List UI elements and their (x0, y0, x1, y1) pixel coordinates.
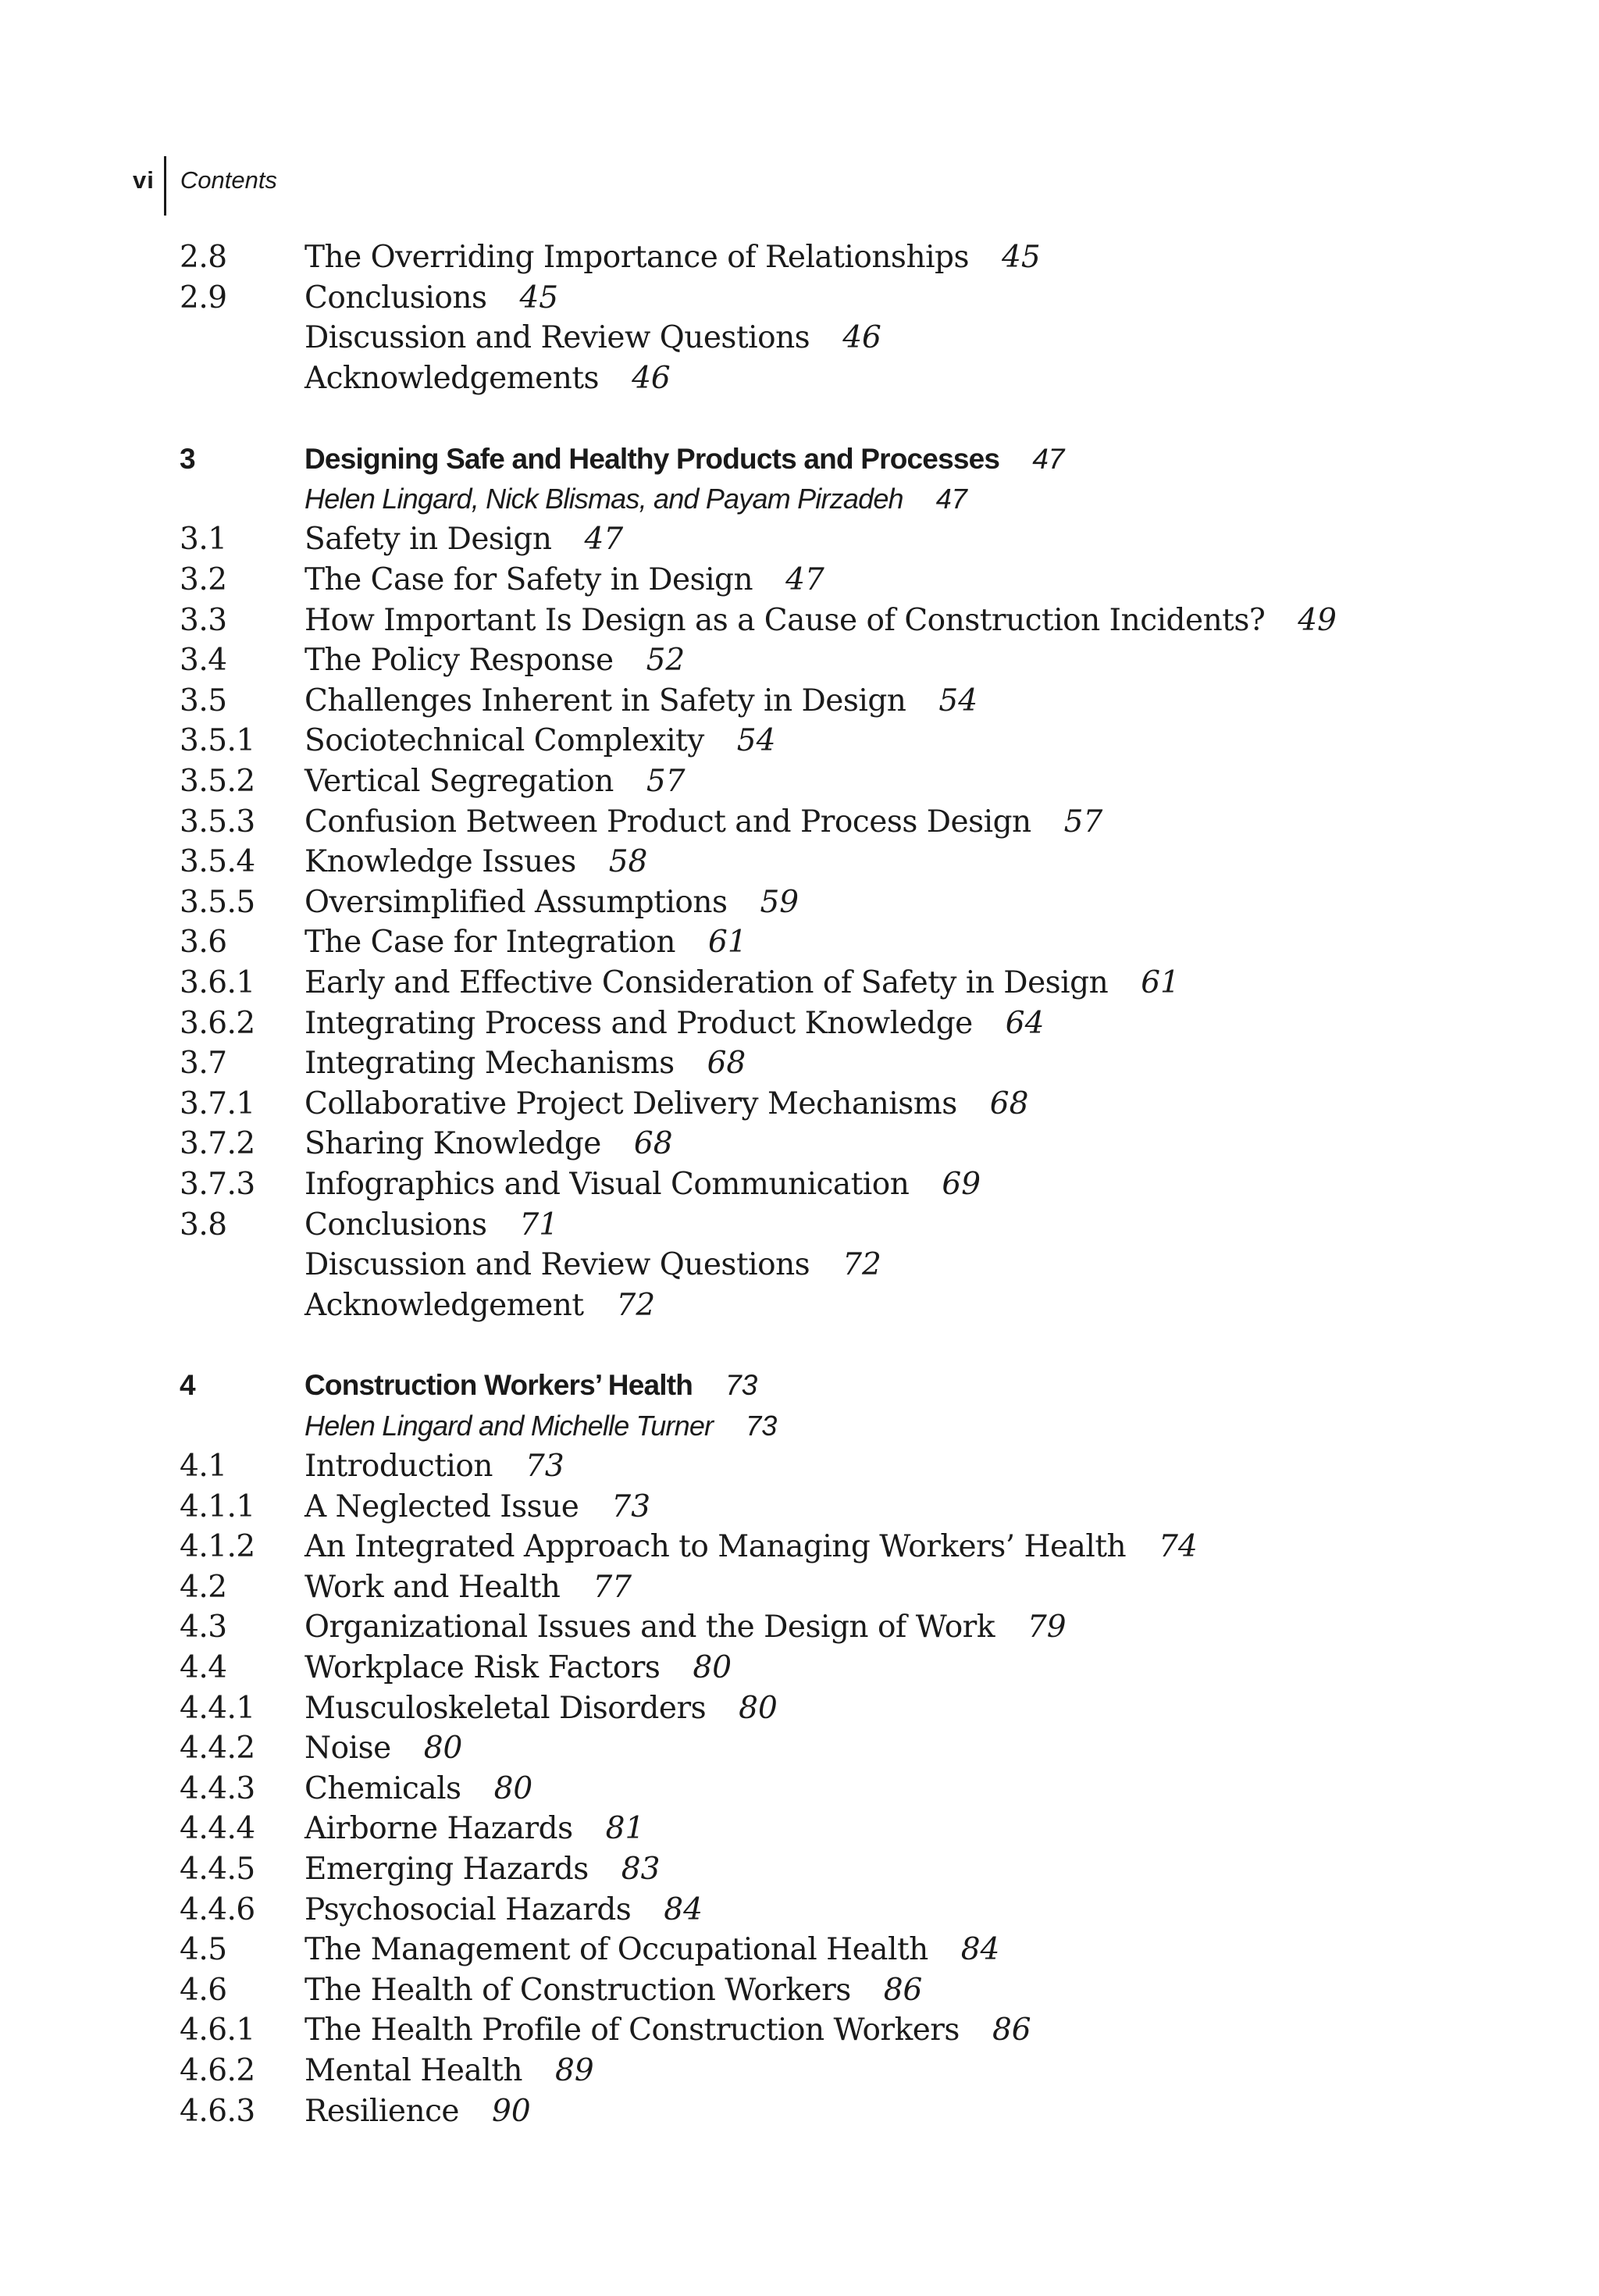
toc-page-number: 61 (1141, 964, 1180, 1000)
toc-page-number: 68 (633, 1126, 673, 1162)
toc-page-number: 69 (942, 1166, 981, 1202)
toc-entry (180, 681, 1522, 722)
toc-section-number: 3 (180, 442, 195, 475)
toc-section-number: 3.3 (180, 602, 227, 638)
toc-page-number: 52 (646, 643, 686, 679)
toc-entry (180, 640, 1522, 681)
toc-section-number: 3.7.2 (180, 1126, 255, 1162)
header-divider (164, 156, 166, 216)
toc-section-number: 4.6.1 (180, 2013, 255, 2048)
toc-section-number: 3.5.3 (180, 804, 255, 840)
toc-entry (180, 1889, 1522, 1930)
toc-section-title: The Management of Occupational Health (304, 1932, 928, 1968)
toc-section-number: 3.7 (180, 1046, 227, 1082)
toc-entry (180, 237, 1522, 278)
toc-chapter-authors (180, 1406, 1522, 1446)
toc-section-title: Mental Health (304, 2053, 523, 2089)
toc-section-number: 4 (180, 1369, 195, 1402)
toc-page-number: 80 (423, 1731, 463, 1767)
toc-section-number: 4.1.2 (180, 1529, 255, 1565)
toc-page-number: 45 (1002, 240, 1041, 276)
toc-section-number: 3.5.5 (180, 884, 255, 920)
toc-page-number: 73 (525, 1449, 564, 1485)
toc-page-number: 73 (725, 1369, 758, 1402)
toc-entry (180, 1527, 1522, 1567)
toc-section-title: Organizational Issues and the Design of Work (304, 1610, 995, 1645)
toc-section-title: How Important Is Design as a Cause of Construction Incidents? (304, 602, 1266, 638)
toc-entry (180, 1083, 1522, 1124)
toc-page-number: 47 (935, 483, 967, 515)
toc-section-title: Confusion Between Product and Process Design (304, 804, 1031, 840)
toc-section-number: 3.7.1 (180, 1086, 255, 1121)
toc-page-number: 49 (1298, 602, 1337, 638)
toc-entry (180, 1446, 1522, 1487)
toc-page-number: 86 (992, 2013, 1031, 2048)
toc-section-title: Psychosocial Hazards (304, 1891, 632, 1927)
toc-page-number: 72 (616, 1287, 656, 1323)
toc-section-number: 3.6.1 (180, 964, 255, 1000)
toc-section-number: 4.6.2 (180, 2053, 255, 2089)
toc-page-number: 84 (960, 1932, 1000, 1968)
toc-section-title: Discussion and Review Questions (304, 1247, 810, 1283)
toc-section-number: 3.8 (180, 1207, 227, 1242)
toc-page-number: 86 (883, 1972, 923, 2008)
toc-section-title: Safety in Design (304, 522, 552, 558)
toc-section-title: Introduction (304, 1449, 493, 1485)
toc-page-number: 71 (519, 1207, 559, 1242)
toc-page-number: 90 (492, 2093, 531, 2129)
toc-entry (180, 721, 1522, 761)
toc-chapter-heading (180, 1366, 1522, 1406)
toc-entry (180, 963, 1522, 1004)
toc-section-number: 4.4.4 (180, 1811, 255, 1847)
running-head (133, 156, 277, 222)
toc-section-title: Oversimplified Assumptions (304, 884, 728, 920)
toc-section-title: Workplace Risk Factors (304, 1650, 661, 1686)
toc-section-title: Acknowledgements (304, 361, 600, 397)
toc-entry (180, 1970, 1522, 2011)
toc-page-number: 57 (646, 764, 686, 800)
page-number: vi (133, 166, 155, 194)
toc-page-number: 58 (608, 844, 648, 880)
running-head-title: Contents (180, 166, 277, 194)
toc-page-number: 74 (1159, 1529, 1198, 1565)
toc-entry (180, 1809, 1522, 1849)
toc-page-number: 54 (938, 683, 978, 718)
toc-page-number: 80 (739, 1690, 778, 1726)
toc-page-number: 47 (584, 522, 624, 558)
toc-page-number: 46 (632, 361, 671, 397)
toc-page-number: 84 (664, 1891, 703, 1927)
toc-page-number: 61 (708, 925, 747, 961)
toc-section-title: Musculoskeletal Disorders (304, 1690, 707, 1726)
toc-section-number: 4.4 (180, 1650, 227, 1686)
toc-entry (180, 318, 1522, 358)
toc-entry (180, 358, 1522, 399)
toc-spacer (180, 1325, 1522, 1366)
toc-entry (180, 842, 1522, 882)
toc-section-title: The Case for Integration (304, 925, 676, 961)
toc-page-number: 68 (707, 1046, 746, 1082)
table-of-contents (180, 237, 1522, 2131)
toc-page-number: 47 (785, 562, 824, 598)
toc-section-number: 4.4.2 (180, 1731, 255, 1767)
toc-page-number: 47 (1032, 442, 1065, 475)
toc-section-number: 4.4.1 (180, 1690, 255, 1726)
toc-entry (180, 761, 1522, 802)
toc-section-title: Work and Health (304, 1569, 561, 1605)
toc-page-number: 89 (555, 2053, 594, 2089)
toc-page-number: 57 (1063, 804, 1103, 840)
toc-entry (180, 1567, 1522, 1608)
toc-section-title: Emerging Hazards (304, 1852, 589, 1888)
toc-entry (180, 2051, 1522, 2091)
toc-page-number: 68 (989, 1086, 1029, 1121)
toc-section-title: Knowledge Issues (304, 844, 576, 880)
toc-section-number: 2.9 (180, 280, 227, 316)
toc-page-number: 73 (611, 1488, 651, 1524)
toc-chapter-heading (180, 439, 1522, 480)
toc-entry (180, 1245, 1522, 1285)
toc-section-number: 4.6 (180, 1972, 227, 2008)
toc-section-title: Conclusions (304, 280, 487, 316)
toc-section-number: 3.5.1 (180, 723, 255, 759)
toc-entry (180, 1124, 1522, 1164)
toc-page-number: 83 (621, 1852, 661, 1888)
toc-section-number: 4.5 (180, 1932, 227, 1968)
toc-section-title: Early and Effective Consideration of Safety in Design (304, 964, 1109, 1000)
toc-entry (180, 1849, 1522, 1890)
toc-section-number: 3.1 (180, 522, 227, 558)
toc-section-title: Helen Lingard and Michelle Turner (304, 1410, 714, 1442)
toc-section-title: The Case for Safety in Design (304, 562, 753, 598)
toc-section-title: Construction Workers’ Health (304, 1369, 693, 1402)
toc-section-number: 4.4.6 (180, 1891, 255, 1927)
toc-page-number: 80 (493, 1770, 533, 1806)
toc-entry (180, 600, 1522, 640)
toc-section-title: Noise (304, 1731, 391, 1767)
toc-section-title: Designing Safe and Healthy Products and Processes (304, 442, 1000, 475)
toc-entry (180, 882, 1522, 923)
toc-page-number: 64 (1005, 1005, 1045, 1041)
toc-page-number: 73 (746, 1410, 778, 1442)
toc-section-number: 4.4.3 (180, 1770, 255, 1806)
toc-page-number: 77 (593, 1569, 632, 1605)
toc-section-number: 3.2 (180, 562, 227, 598)
toc-section-title: Helen Lingard, Nick Blismas, and Payam Pirzadeh (304, 483, 903, 515)
toc-entry (180, 1285, 1522, 1325)
toc-section-number: 4.1.1 (180, 1488, 255, 1524)
toc-section-title: Challenges Inherent in Safety in Design (304, 683, 906, 718)
toc-page-number: 45 (519, 280, 559, 316)
toc-entry (180, 1003, 1522, 1043)
toc-chapter-authors (180, 480, 1522, 520)
toc-entry (180, 1688, 1522, 1728)
toc-section-number: 4.6.3 (180, 2093, 255, 2129)
toc-section-number: 3.5.4 (180, 844, 255, 880)
toc-section-number: 4.3 (180, 1610, 227, 1645)
toc-entry (180, 1930, 1522, 1970)
toc-section-title: Integrating Mechanisms (304, 1046, 675, 1082)
toc-section-number: 4.4.5 (180, 1852, 255, 1888)
toc-page-number: 54 (736, 723, 776, 759)
toc-section-number: 3.4 (180, 643, 227, 679)
toc-entry (180, 1164, 1522, 1205)
toc-section-title: Discussion and Review Questions (304, 320, 810, 356)
toc-section-title: The Policy Response (304, 643, 614, 679)
toc-section-title: Conclusions (304, 1207, 487, 1242)
toc-entry (180, 801, 1522, 842)
toc-spacer (180, 398, 1522, 439)
toc-section-number: 3.6 (180, 925, 227, 961)
toc-page-number: 79 (1027, 1610, 1067, 1645)
toc-entry (180, 519, 1522, 560)
toc-section-number: 4.1 (180, 1449, 227, 1485)
toc-page-number: 46 (842, 320, 881, 356)
toc-entry (180, 1648, 1522, 1688)
toc-entry (180, 1043, 1522, 1084)
toc-entry (180, 278, 1522, 319)
toc-section-title: Airborne Hazards (304, 1811, 573, 1847)
toc-section-title: Sociotechnical Complexity (304, 723, 704, 759)
toc-section-title: Vertical Segregation (304, 764, 614, 800)
toc-section-number: 3.7.3 (180, 1166, 255, 1202)
toc-section-title: The Health Profile of Construction Workers (304, 2013, 960, 2048)
toc-entry (180, 560, 1522, 601)
toc-section-title: Chemicals (304, 1770, 461, 1806)
toc-entry (180, 2091, 1522, 2131)
toc-section-title: Collaborative Project Delivery Mechanisms (304, 1086, 957, 1121)
toc-entry (180, 922, 1522, 963)
toc-entry (180, 1486, 1522, 1527)
toc-section-title: Resilience (304, 2093, 459, 2129)
toc-section-title: An Integrated Approach to Managing Workers’ Health (304, 1529, 1127, 1565)
toc-section-number: 2.8 (180, 240, 227, 276)
toc-page-number: 59 (760, 884, 800, 920)
toc-section-title: Acknowledgement (304, 1287, 584, 1323)
toc-page-number: 81 (605, 1811, 645, 1847)
toc-section-number: 3.5.2 (180, 764, 255, 800)
toc-section-title: Integrating Process and Product Knowledge (304, 1005, 973, 1041)
toc-section-title: A Neglected Issue (304, 1488, 579, 1524)
toc-entry (180, 1204, 1522, 1245)
toc-section-title: The Health of Construction Workers (304, 1972, 851, 2008)
toc-section-number: 3.5 (180, 683, 227, 718)
toc-entry (180, 1769, 1522, 1809)
toc-section-number: 4.2 (180, 1569, 227, 1605)
toc-section-title: The Overriding Importance of Relationships (304, 240, 970, 276)
toc-page-number: 80 (693, 1650, 732, 1686)
toc-entry (180, 1728, 1522, 1769)
toc-entry (180, 1607, 1522, 1648)
toc-section-title: Sharing Knowledge (304, 1126, 601, 1162)
toc-page-number: 72 (842, 1247, 881, 1283)
toc-section-title: Infographics and Visual Communication (304, 1166, 910, 1202)
toc-entry (180, 2010, 1522, 2051)
toc-section-number: 3.6.2 (180, 1005, 255, 1041)
